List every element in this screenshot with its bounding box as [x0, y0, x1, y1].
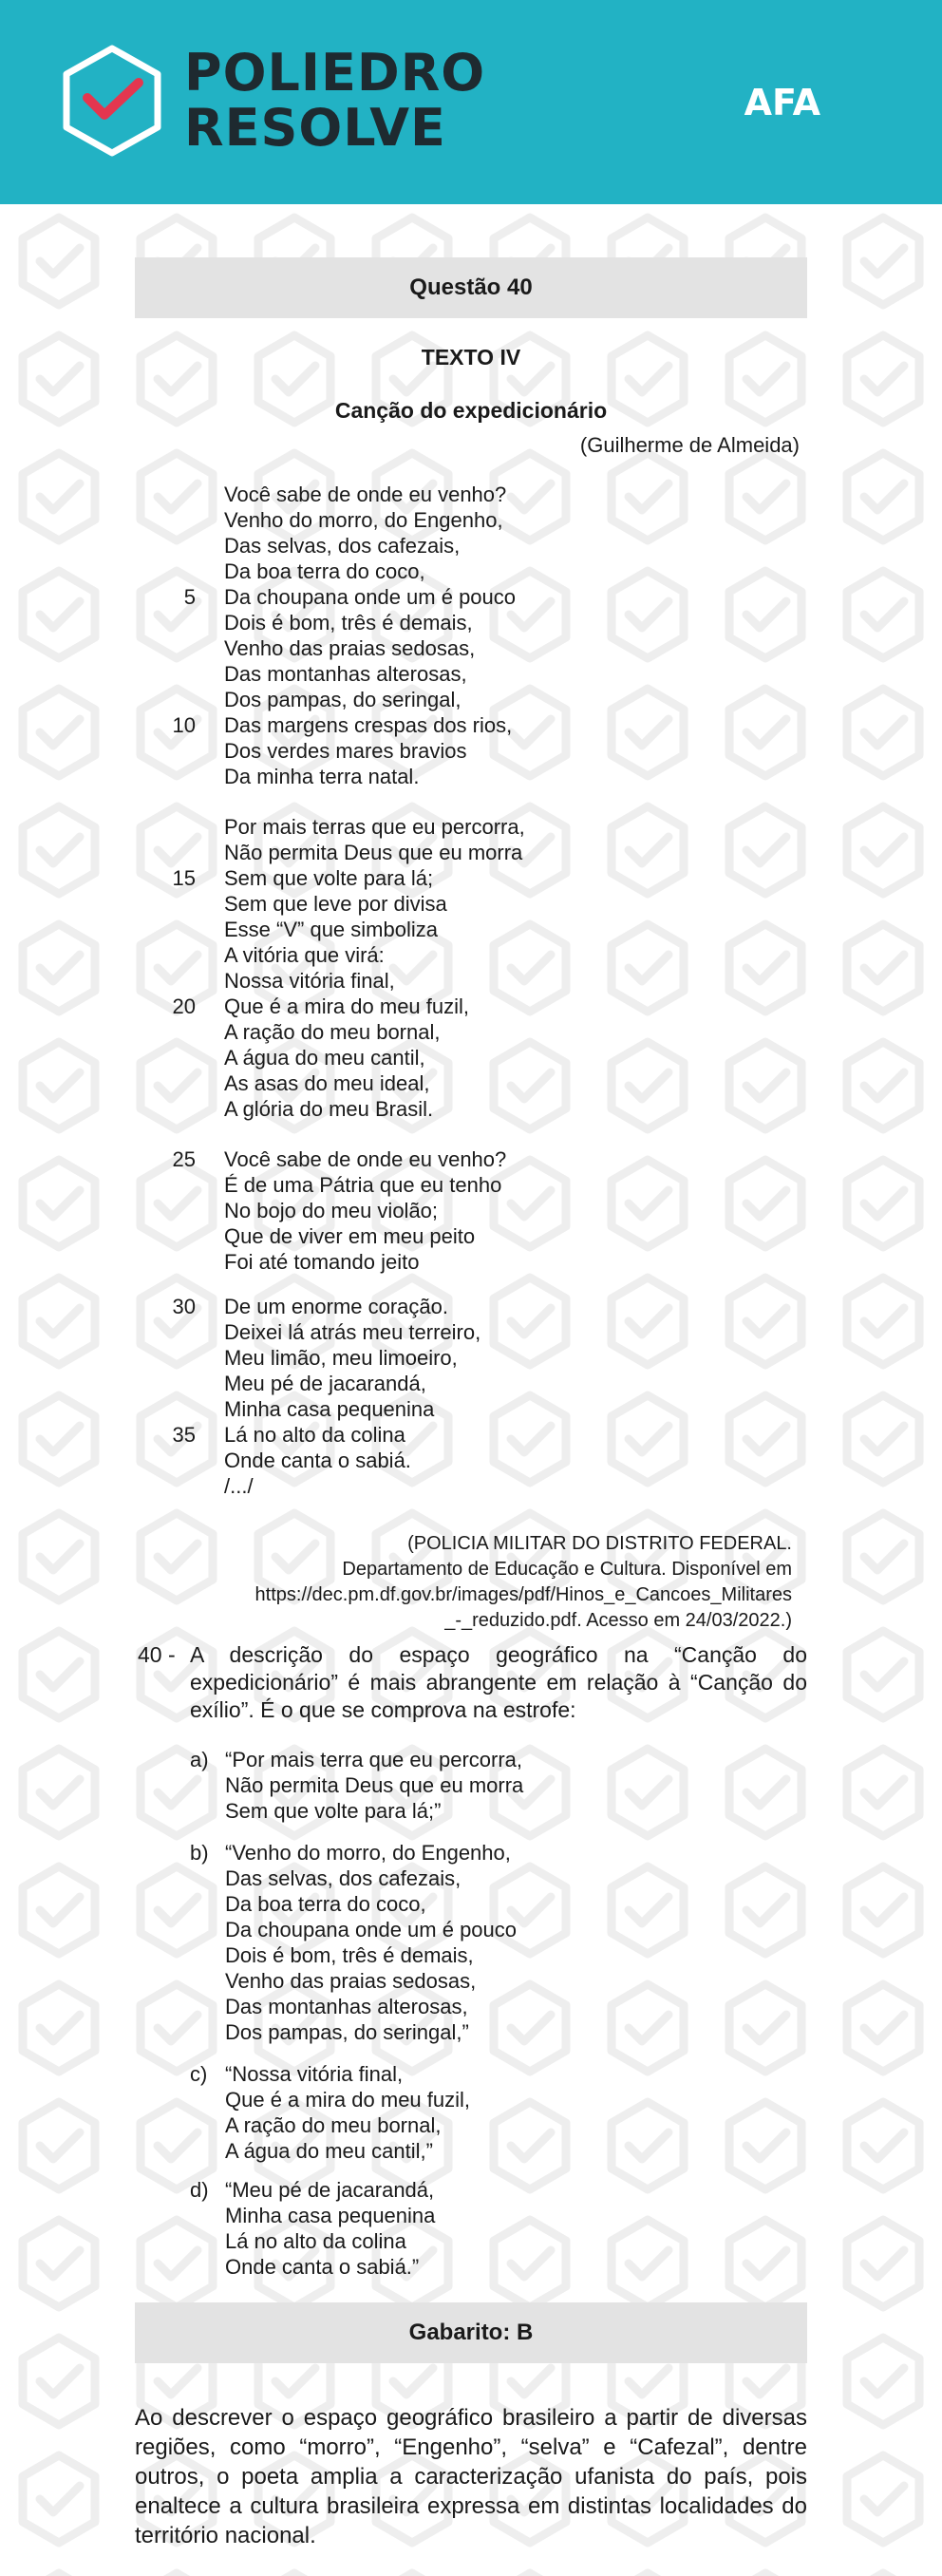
poem-line-number: 30: [172, 1295, 196, 1318]
answer-line: Ao descrever o espaço geográfico brasileiro a partir de diversas: [135, 2405, 807, 2431]
question-stem-line: expedicionário” é mais abrangente em relação à “Canção do: [190, 1670, 807, 1695]
poem-line: Das selvas, dos cafezais,: [224, 534, 461, 558]
poem-line: Que é a mira do meu fuzil,: [224, 994, 470, 1018]
poem-line: Da boa terra do coco,: [224, 559, 425, 583]
option-line: A ração do meu bornal,: [225, 2113, 442, 2137]
option-line: “Por mais terra que eu percorra,: [225, 1748, 523, 1771]
option-letter: b): [190, 1841, 209, 1865]
poem-line: Da choupana onde um é pouco: [224, 585, 517, 609]
poem-line: Que de viver em meu peito: [224, 1224, 476, 1248]
poem-line: De um enorme coração.: [224, 1295, 448, 1318]
answer-key-bar: Gabarito: B: [135, 2302, 807, 2363]
poem-line-number: 25: [172, 1147, 196, 1171]
poem-title: Canção do expedicionário: [334, 398, 608, 423]
option-line: Das selvas, dos cafezais,: [225, 1866, 462, 1890]
poem-line: Por mais terras que eu percorra,: [224, 815, 525, 839]
poem-line-number: 10: [172, 713, 196, 737]
option-letter: d): [190, 2178, 209, 2202]
source-line: (POLICIA MILITAR DO DISTRITO FEDERAL.: [407, 1533, 792, 1554]
poem-line: Nossa vitória final,: [224, 969, 395, 993]
poem-line: Meu pé de jacarandá,: [224, 1372, 426, 1395]
option-line: Dos pampas, do seringal,”: [225, 2020, 469, 2044]
poem-line: /.../: [224, 1474, 254, 1498]
option-letter: a): [190, 1748, 209, 1771]
poem-line: Não permita Deus que eu morra: [224, 841, 523, 864]
option-line: “Nossa vitória final,: [225, 2062, 404, 2086]
poem-line: Onde canta o sabiá.: [224, 1449, 411, 1472]
poem-line: Das montanhas alterosas,: [224, 662, 467, 686]
poem-line: Venho do morro, do Engenho,: [224, 508, 503, 532]
option-line: Onde canta o sabiá.”: [225, 2255, 420, 2279]
poem-line: Meu limão, meu limoeiro,: [224, 1346, 458, 1370]
question-stem-line: exílio”. É o que se comprova na estrofe:: [190, 1697, 576, 1722]
poem-line: Esse “V” que simboliza: [224, 918, 438, 941]
poem-line: Da minha terra natal.: [224, 765, 420, 788]
option-line: Das montanhas alterosas,: [225, 1995, 468, 2018]
poem-line: No bojo do meu violão;: [224, 1199, 439, 1222]
brand-line-2: RESOLVE: [184, 98, 446, 158]
poem-line: Lá no alto da colina: [224, 1423, 405, 1447]
poem-line: Minha casa pequenina: [224, 1397, 435, 1421]
option-line: Sem que volte para lá;”: [225, 1799, 442, 1823]
question-number: 40 -: [138, 1642, 176, 1667]
option-line: Da choupana onde um é pouco: [225, 1918, 518, 1941]
option-line: “Venho do morro, do Engenho,: [225, 1841, 511, 1865]
poem-line: Venho das praias sedosas,: [224, 636, 476, 660]
option-line: Não permita Deus que eu morra: [225, 1773, 524, 1797]
brand-logo-text: [184, 43, 486, 158]
poem-line: É de uma Pátria que eu tenho: [224, 1173, 502, 1197]
answer-line: território nacional.: [135, 2523, 316, 2548]
exam-label: AFA: [744, 82, 820, 123]
poem-line: Deixei lá atrás meu terreiro,: [224, 1320, 481, 1344]
answer-line: regiões, como “morro”, “Engenho”, “selva” e “Cafezal”, dentre: [135, 2434, 807, 2460]
option-line: “Meu pé de jacarandá,: [225, 2178, 435, 2202]
option-line: Da boa terra do coco,: [225, 1892, 426, 1916]
source-line: _-_reduzido.pdf. Acesso em 24/03/2022.): [444, 1610, 792, 1631]
poem-line-number: 5: [183, 585, 196, 609]
question-stem-line: A descrição do espaço geográfico na “Canção do: [190, 1642, 807, 1667]
option-line: Que é a mira do meu fuzil,: [225, 2088, 471, 2112]
header-banner: [0, 0, 942, 204]
option-line: Lá no alto da colina: [225, 2229, 406, 2253]
question-title-bar: Questão 40: [135, 257, 807, 318]
poem-line: Dois é bom, três é demais,: [224, 611, 473, 635]
poem-line-number: 15: [172, 866, 196, 890]
source-line: Departamento de Educação e Cultura. Disponível em: [342, 1559, 792, 1580]
option-letter: c): [190, 2062, 208, 2086]
poem-line: Foi até tomando jeito: [224, 1250, 420, 1274]
poem-line: Você sabe de onde eu venho?: [224, 483, 507, 506]
poem-line: Dos verdes mares bravios: [224, 739, 467, 763]
source-citation: [203, 1531, 792, 1634]
source-line: https://dec.pm.df.gov.br/images/pdf/Hinos_e_Cancoes_Militares: [254, 1584, 792, 1605]
poem-line: Das margens crespas dos rios,: [224, 713, 513, 737]
answer-line: enaltece a cultura brasileira expressa em distintas localidades do: [135, 2493, 807, 2519]
answer-line: outros, o poeta amplia a caracterização ufanista do país, pois: [135, 2464, 807, 2490]
poem-line-number: 35: [172, 1423, 196, 1447]
poem-line-number: 20: [172, 994, 196, 1018]
poem-line: Sem que leve por divisa: [224, 892, 447, 916]
option-line: A água do meu cantil,”: [225, 2139, 433, 2163]
poem-line: Você sabe de onde eu venho?: [224, 1147, 507, 1171]
poem-line: A vitória que virá:: [224, 943, 385, 967]
brand-line-1: POLIEDRO: [184, 43, 486, 103]
poem-line: As asas do meu ideal,: [224, 1071, 430, 1095]
option-line: Dois é bom, três é demais,: [225, 1943, 474, 1967]
option-line: Minha casa pequenina: [225, 2204, 436, 2227]
question-stem: [190, 1641, 807, 1724]
poem-line: A água do meu cantil,: [224, 1046, 425, 1070]
answer-explanation: [135, 2403, 807, 2550]
checkmark-hexagon-icon: [55, 43, 169, 159]
poem-line: Sem que volte para lá;: [224, 866, 434, 890]
poem-author: (Guilherme de Almeida): [579, 433, 800, 457]
poem-line: A ração do meu bornal,: [224, 1020, 441, 1044]
option-line: Venho das praias sedosas,: [225, 1969, 477, 1993]
poem-line: A glória do meu Brasil.: [224, 1097, 434, 1121]
poem-line: Dos pampas, do seringal,: [224, 688, 462, 711]
text-title: TEXTO IV: [421, 345, 521, 369]
